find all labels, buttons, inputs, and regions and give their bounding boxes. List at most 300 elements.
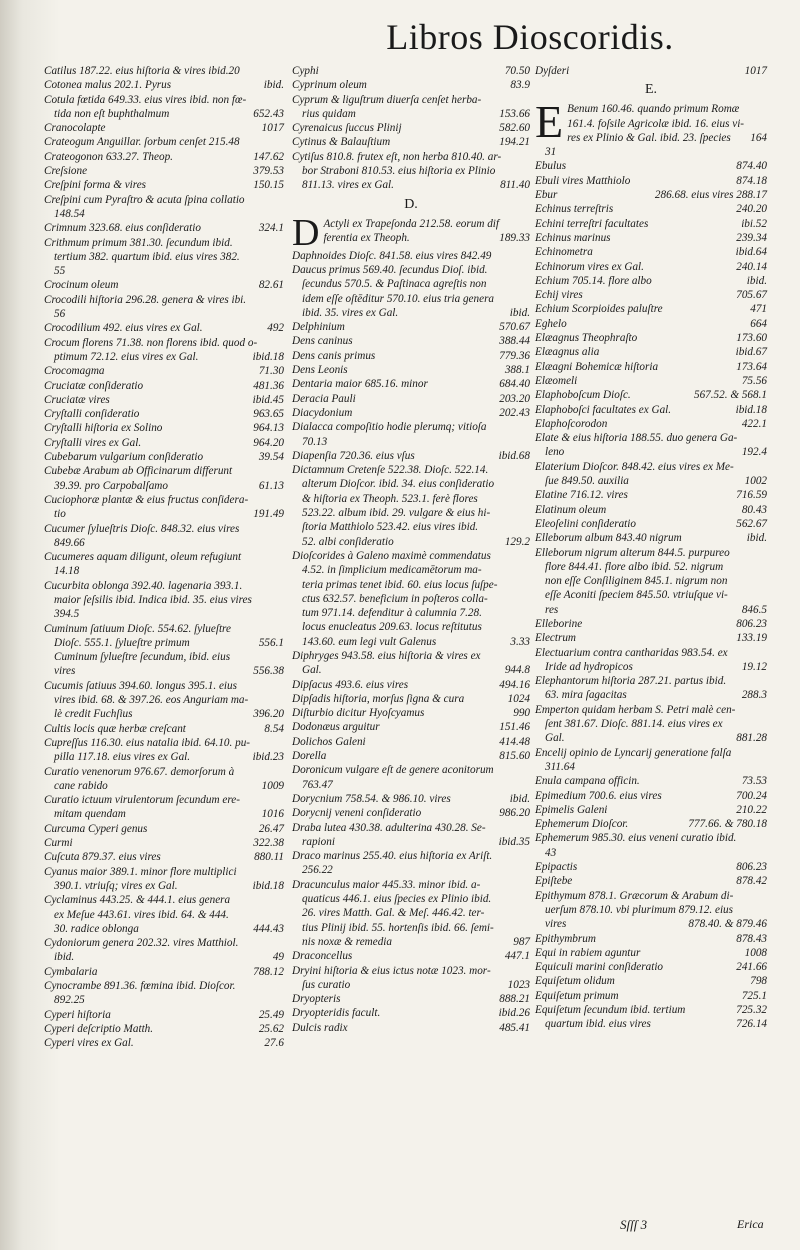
entry-text: Elaterium Dioſcor. 848.42. eius vires ex Me- — [535, 460, 734, 473]
index-entry — [535, 517, 767, 531]
index-entry — [535, 503, 767, 517]
drop-cap-d: D — [292, 211, 320, 254]
page-ref: 990 — [513, 707, 530, 720]
index-entry — [292, 663, 530, 677]
drop-line: 161.4. foſsile Agricolæ ibid. 16. eius vi- — [567, 117, 745, 130]
index-entry — [292, 449, 530, 463]
index-entry — [44, 93, 284, 107]
entry-text: Elaphoboſci facultates ex Gal. — [535, 403, 672, 416]
page-ref: 75.56 — [741, 374, 767, 387]
entry-text: pilla 117.18. eius vires ex Gal. — [54, 751, 191, 764]
page-ref: ibid.64 — [735, 246, 767, 259]
page-ref: 71.30 — [258, 365, 284, 378]
page-ref: 8.54 — [264, 722, 284, 735]
index-entry — [535, 288, 767, 302]
page-ref: 485.41 — [499, 1021, 530, 1034]
entry-text: Echium 705.14. flore albo — [535, 274, 652, 287]
index-entry — [44, 593, 284, 607]
page-ref: 986.20 — [499, 807, 530, 820]
entry-text: Epithymbrum — [535, 932, 596, 945]
entry-text: locus enucleatus 209.63. locus reſtitutus — [302, 621, 482, 634]
entry-text: rius quidam — [302, 107, 356, 120]
entry-text: ſue 849.50. auxilia — [545, 475, 629, 488]
index-entry — [535, 974, 767, 988]
page-ref: 1016 — [261, 808, 284, 821]
index-entry — [535, 889, 767, 903]
index-entry — [292, 520, 530, 534]
entry-text: 143.60. eum legi vult Galenus — [302, 635, 437, 648]
index-entry — [44, 221, 284, 235]
index-entry — [292, 921, 530, 935]
index-entry — [44, 350, 284, 364]
index-entry — [535, 646, 767, 660]
index-entry — [535, 417, 767, 431]
page-ref: 567.52. & 568.1 — [693, 389, 767, 402]
page-ref: ibid.45 — [252, 393, 284, 406]
index-entry — [292, 863, 530, 877]
entry-text: Dipſacus 493.6. eius vires — [292, 678, 409, 691]
entry-text: Elæagnus alia — [535, 346, 600, 359]
page-ref: 705.67 — [736, 289, 767, 302]
entry-text: Enula campana officin. — [535, 775, 640, 788]
page-ref: 562.67 — [736, 517, 767, 530]
page-ref: 878.42 — [736, 875, 767, 888]
page-ref: 39.54 — [258, 451, 284, 464]
page-ref: 725.32 — [736, 1004, 767, 1016]
page-ref: 203.20 — [499, 392, 530, 405]
entry-text: leno — [545, 446, 565, 459]
index-entry — [292, 549, 530, 563]
index-entry — [292, 678, 530, 692]
entry-text: ex Meſue 443.61. vires ibid. 64. & 444. — [54, 908, 229, 921]
index-entry — [535, 946, 767, 960]
entry-text: 148.54 — [54, 207, 85, 220]
entry-text: Draco marinus 255.40. eius hiſtoria ex Ariſt. — [292, 850, 493, 863]
index-entry — [44, 965, 284, 979]
entry-text: Cuminum ſatiuum Dioſc. 554.62. ſylueſtre — [44, 622, 231, 635]
index-entry — [44, 321, 284, 335]
drop-line: Actyli ex Trapeſonda 212.58. eorum dif — [323, 217, 500, 230]
index-entry — [535, 617, 767, 631]
index-entry — [535, 760, 767, 774]
page-ref: 1002 — [744, 475, 767, 488]
entry-text: Cuciophoræ plantæ & eius fructus conſidera- — [44, 493, 249, 506]
index-entry — [44, 464, 284, 478]
entry-text: Creſpini cum Pyraſtro & acuta ſpina collatio — [44, 193, 245, 206]
entry-text: Deracia Pauli — [292, 392, 356, 405]
page-ref: 150.15 — [253, 179, 284, 192]
entry-text: Epimelis Galeni — [535, 803, 608, 816]
entry-text: ibid. 35. vires ex Gal. — [302, 306, 399, 319]
page-ref: ibid.18 — [252, 879, 284, 892]
index-entry — [535, 1017, 767, 1031]
entry-text: Cyperi deſcriptio Matth. — [44, 1022, 154, 1035]
page-ref: 27.6 — [264, 1037, 284, 1050]
index-column-2 — [292, 64, 530, 1035]
entry-text: Curcuma Cyperi genus — [44, 822, 148, 835]
index-entry — [535, 374, 767, 388]
entry-text: Crateogonon 633.27. Theop. — [44, 150, 173, 163]
entry-text: Eleoſelini conſideratio — [535, 517, 636, 530]
entry-text: Doronicum vulgare eſt de genere aconitorum — [292, 764, 494, 777]
entry-text: Echium Scorpioides paluſtre — [535, 303, 663, 316]
index-entry — [292, 277, 530, 291]
page-ref: 556.1 — [258, 636, 284, 649]
index-entry — [292, 649, 530, 663]
entry-text: Cyperi vires ex Gal. — [44, 1037, 134, 1050]
entry-text: Eghelo — [535, 317, 567, 330]
page-ref: 147.62 — [253, 150, 284, 163]
index-entry — [535, 445, 767, 459]
entry-text: Crateogum Anguillar. ſorbum cenſet 215.48 — [44, 136, 240, 149]
entry-text: vires ibid. 68. & 397.26. eos Anguriam ma- — [54, 694, 249, 707]
page-ref: 191.49 — [253, 508, 284, 521]
entry-text: Cucumis ſatiuus 394.60. longus 395.1. eius — [44, 679, 237, 692]
entry-text: ſecundus 570.5. & Paſtinaca agreſtis non — [302, 278, 487, 291]
index-entry — [535, 574, 767, 588]
index-entry — [535, 674, 767, 688]
index-entry — [292, 935, 530, 949]
index-entry — [292, 263, 530, 277]
entry-text: Ebulus — [535, 160, 567, 173]
entry-text: mitam quendam — [54, 808, 126, 821]
index-entry — [292, 849, 530, 863]
entry-text: Ebuli vires Matthiolo — [535, 174, 631, 187]
page-ref: 447.1 — [504, 950, 530, 963]
entry-text: Elæomeli — [535, 374, 578, 387]
entry-text: Equiculi marini conſideratio — [535, 961, 664, 974]
index-entry — [44, 278, 284, 292]
entry-text: Dryopteris — [292, 993, 341, 1006]
entry-text: Dracunculus maior 445.33. minor ibid. a- — [292, 878, 481, 891]
entry-text: Dyſderi — [535, 65, 570, 77]
index-entry — [44, 564, 284, 578]
entry-text: lè credit Fuchſius — [54, 708, 133, 721]
index-entry — [292, 578, 530, 592]
entry-text: Ebur — [535, 189, 558, 202]
entry-text: Curatio ictuum virulentorum ſecundum ere- — [44, 794, 240, 807]
entry-text: Echini terreſtri facultates — [535, 217, 649, 230]
drop-line: 31 — [545, 146, 557, 159]
entry-text: Crithmum primum 381.30. ſecundum ibid. — [44, 236, 233, 249]
index-entry — [44, 664, 284, 678]
entry-text: 763.47 — [302, 778, 333, 791]
entry-text: Dorycnium 758.54. & 986.10. vires — [292, 792, 451, 805]
index-entry — [44, 736, 284, 750]
index-entry — [44, 750, 284, 764]
index-entry — [535, 531, 767, 545]
index-entry — [44, 550, 284, 564]
index-entry — [535, 831, 767, 845]
index-entry — [292, 949, 530, 963]
entry-text: Crocodilium 492. eius vires ex Gal. — [44, 322, 203, 335]
index-entry — [44, 393, 284, 407]
index-entry — [292, 620, 530, 634]
entry-text: Diapenſia 720.36. eius vſus — [292, 449, 415, 462]
page-ref: 133.19 — [736, 632, 767, 645]
index-entry — [292, 249, 530, 263]
index-entry — [292, 164, 530, 178]
entry-text: Cryſtalli vires ex Gal. — [44, 436, 142, 449]
entry-text: Dryini hiſtoria & eius ictus notæ 1023. mor- — [292, 964, 491, 977]
index-entry — [535, 202, 767, 216]
index-entry — [292, 406, 530, 420]
index-entry — [44, 250, 284, 264]
index-entry — [44, 121, 284, 135]
entry-text: 394.5 — [54, 608, 80, 621]
running-header — [0, 16, 800, 58]
index-entry — [292, 292, 530, 306]
index-entry — [44, 236, 284, 250]
index-entry — [292, 377, 530, 391]
entry-text: Cyphi — [292, 65, 319, 77]
index-entry — [292, 107, 530, 121]
entry-text: bor Straboni 810.53. eius hiſtoria ex Plinio — [302, 165, 496, 178]
entry-text: 390.1. vtriuſq; vires ex Gal. — [54, 879, 178, 892]
page-ref: 241.66 — [736, 961, 767, 974]
entry-text: Crocum florens 71.38. non florens ibid. quod o- — [44, 336, 258, 349]
page-ref: 777.66. & 780.18 — [688, 818, 767, 831]
index-entry — [535, 560, 767, 574]
index-entry — [292, 1021, 530, 1035]
page-ref: 481.36 — [253, 379, 284, 392]
index-entry — [535, 960, 767, 974]
entry-text: Epiſtebe — [535, 875, 573, 888]
index-entry — [44, 1022, 284, 1036]
index-entry — [292, 821, 530, 835]
page-ref: 388.44 — [499, 335, 530, 348]
drop-entry-d — [292, 211, 530, 254]
entry-text: Curatio venenorum 976.67. demorſorum à — [44, 765, 235, 778]
entry-text: Crocinum oleum — [44, 279, 119, 292]
page-ref: 556.38 — [253, 665, 284, 678]
index-entry — [44, 293, 284, 307]
entry-text: Creſsione — [44, 165, 88, 178]
page-ref: 798 — [750, 975, 767, 988]
entry-text: nis noxæ & remedia — [302, 935, 393, 948]
entry-text: 892.25 — [54, 994, 85, 1007]
index-entry — [535, 588, 767, 602]
page-ref: 664 — [750, 317, 767, 330]
entry-text: Daucus primus 569.40. ſecundus Dioſ. ibid. — [292, 263, 488, 276]
entry-text: Elleborum nigrum alterum 844.5. purpureo — [535, 546, 730, 559]
index-entry — [535, 789, 767, 803]
entry-text: Cyclaminus 443.25. & 444.1. eius genera — [44, 894, 231, 907]
index-entry — [292, 878, 530, 892]
page-ref: 652.43 — [253, 107, 284, 120]
entry-text: Echinometra — [535, 246, 593, 259]
entry-text: 70.13 — [302, 435, 328, 448]
page-ref: 874.40 — [736, 160, 767, 173]
page-ref: 1024 — [507, 692, 530, 705]
index-entry — [535, 717, 767, 731]
entry-text: Elatinum oleum — [535, 503, 607, 516]
entry-text: Delphinium — [292, 321, 345, 334]
index-entry — [44, 765, 284, 779]
entry-text: Cyprum & liguſtrum diuerſa cenſet herba- — [292, 93, 482, 106]
entry-text: alterum Dioſcor. ibid. 34. eius conſideratio — [302, 478, 495, 491]
page-ref: ibi.52 — [741, 217, 767, 230]
entry-text: res — [545, 603, 559, 616]
page-ref: 240.14 — [736, 260, 767, 273]
entry-text: Cryſtalli conſideratio — [44, 408, 140, 421]
index-entry — [535, 217, 767, 231]
entry-text: Dens canis primus — [292, 349, 376, 362]
signature-mark: Sſſſ 3 — [620, 1217, 648, 1232]
index-entry — [292, 763, 530, 777]
page-ref: 189.33 — [499, 231, 530, 244]
page-ref: 878.40. & 879.46 — [688, 918, 767, 931]
index-entry — [44, 936, 284, 950]
entry-text: Cruciatæ conſideratio — [44, 379, 144, 392]
index-entry — [44, 879, 284, 893]
entry-text: Cytiſus 810.8. frutex eſt, non herba 810.40. ar- — [292, 150, 502, 163]
index-entry — [292, 635, 530, 649]
index-entry — [292, 978, 530, 992]
index-entry — [44, 793, 284, 807]
index-entry — [292, 835, 530, 849]
index-entry — [44, 264, 284, 278]
entry-text: Encelij opinio de Lyncarij generatione falſa — [535, 746, 732, 759]
page-ref: 1008 — [744, 946, 767, 959]
index-entry — [292, 720, 530, 734]
entry-text: ſent 381.67. Dioſc. 881.14. eius vires ex — [545, 718, 723, 731]
page-ref: 173.64 — [736, 360, 767, 373]
page-ref: 49 — [272, 951, 284, 964]
entry-text: ſus curatio — [302, 978, 351, 991]
page-ref: 716.59 — [736, 489, 767, 502]
page-ref: ibid.18 — [735, 403, 767, 416]
entry-text: Dioſc. 555.1. ſylueſtre primum — [54, 636, 190, 649]
entry-text: Daphnoides Dioſc. 841.58. eius vires 842.49 — [292, 249, 492, 262]
index-entry — [44, 722, 284, 736]
index-entry — [292, 1006, 530, 1020]
index-entry — [292, 992, 530, 1006]
page-ref: 239.34 — [736, 231, 767, 244]
entry-text: Draba lutea 430.38. adulterina 430.28. Se- — [292, 821, 486, 834]
page-ref: 811.40 — [500, 179, 530, 192]
entry-text: 30. radice oblonga — [54, 922, 139, 935]
entry-text: Echinus terreſtris — [535, 203, 614, 216]
entry-text: idem eſſe oſtēditur 570.10. eius tria genera — [302, 292, 495, 305]
page-ref: 3.33 — [510, 635, 530, 648]
entry-text: 39.39. pro Carpobalſamo — [54, 479, 168, 492]
entry-text: Epipactis — [535, 861, 578, 874]
page-ref: ibid.67 — [735, 346, 767, 359]
index-entry — [535, 1003, 767, 1017]
entry-text: Dulcis radix — [292, 1021, 348, 1034]
index-entry — [44, 865, 284, 879]
entry-text: rapioni — [302, 835, 335, 848]
index-entry — [44, 421, 284, 435]
page-ref: 210.22 — [736, 803, 767, 816]
page-ref: 61.13 — [258, 479, 284, 492]
entry-text: Dens Leonis — [292, 364, 348, 377]
entry-text: tertium 382. quartum ibid. eius vires 382. — [54, 250, 240, 263]
entry-text: Echinorum vires ex Gal. — [535, 260, 644, 273]
index-entry — [292, 778, 530, 792]
entry-text: Cotonea malus 202.1. Pyrus — [44, 79, 172, 92]
page-ref: 19.12 — [741, 660, 767, 673]
entry-text: 311.64 — [545, 760, 575, 773]
entry-text: Equiſetum primum — [535, 989, 619, 1002]
entry-text: Dioſcorides à Galeno maximè commendatus — [292, 549, 491, 562]
entry-text: uerſum 878.10. vbi plurimum 879.12. eius — [545, 903, 734, 916]
page-ref: 414.48 — [499, 735, 530, 748]
page-ref: 888.21 — [499, 993, 530, 1006]
entry-text: Epimedium 700.6. eius vires — [535, 789, 662, 802]
entry-text: Cyprinum oleum — [292, 79, 367, 92]
index-entry — [292, 506, 530, 520]
entry-text: maior ſeſsilis ibid. Indica ibid. 35. eius vires — [54, 593, 252, 606]
drop-line: ferentia ex Theoph. — [323, 231, 410, 244]
index-entry — [535, 317, 767, 331]
entry-text: 52. albi conſideratio — [302, 535, 394, 548]
page-ref: 944.8 — [504, 664, 530, 677]
entry-text: ibid. — [54, 951, 75, 964]
index-entry — [44, 479, 284, 493]
entry-text: Curmi — [44, 837, 73, 850]
page-ref: 1023 — [507, 978, 530, 991]
entry-text: Diſturbio dicitur Hyoſcyamus — [292, 707, 425, 720]
page-ref: 202.43 — [499, 406, 530, 419]
page-ref: 192.4 — [741, 446, 767, 459]
index-entry — [535, 388, 767, 402]
index-entry — [535, 860, 767, 874]
index-entry — [535, 932, 767, 946]
page-ref: 286.68. eius vires 288.17 — [654, 189, 767, 202]
page-ref: ibid.18 — [252, 350, 284, 363]
entry-text: vires — [545, 918, 567, 931]
page-ref: 1009 — [261, 779, 284, 792]
entry-text: tida non eſt buphthalmum — [54, 107, 170, 120]
index-entry — [44, 922, 284, 936]
entry-text: ſtoria Matthiolo 523.42. eius vires ibid. — [302, 521, 479, 534]
entry-text: Cytinus & Balauſtium — [292, 136, 391, 149]
page-ref: 324.1 — [258, 222, 284, 235]
entry-text: Diphryges 943.58. eius hiſtoria & vires ex — [292, 649, 481, 662]
index-entry — [44, 836, 284, 850]
entry-text: Cyanus maior 389.1. minor flore multiplici — [44, 865, 237, 878]
page-ref: 570.67 — [499, 321, 530, 334]
index-entry — [292, 349, 530, 363]
section-letter-e: E. — [644, 82, 658, 98]
index-entry — [44, 822, 284, 836]
page-ref: 964.13 — [253, 422, 284, 435]
index-entry — [535, 159, 767, 173]
index-entry — [44, 135, 284, 149]
drop-entry-e — [535, 96, 767, 159]
entry-text: Dentaria maior 685.16. minor — [292, 378, 428, 391]
entry-text: Ephemerum 985.30. eius veneni curatio ibid. — [535, 832, 737, 845]
index-entry — [44, 336, 284, 350]
index-entry — [292, 806, 530, 820]
index-entry — [44, 178, 284, 192]
page-ref: 151.46 — [499, 721, 530, 734]
entry-text: Gal. — [302, 664, 322, 677]
page-ref: ibid.68 — [498, 449, 530, 462]
page-ref: 806.23 — [736, 861, 767, 874]
entry-text: Echij vires — [535, 289, 583, 302]
page-ref: 726.14 — [736, 1018, 767, 1031]
index-entry — [535, 817, 767, 831]
entry-text: Cynocrambe 891.36. fœmina ibid. Dioſcor. — [44, 980, 236, 992]
page-ref: 471 — [750, 303, 767, 316]
page-ref: 70.50 — [504, 65, 530, 77]
page-ref: 700.24 — [736, 789, 767, 802]
entry-text: Iride ad hydropicos — [545, 660, 633, 673]
entry-text: Dens caninus — [292, 335, 353, 348]
